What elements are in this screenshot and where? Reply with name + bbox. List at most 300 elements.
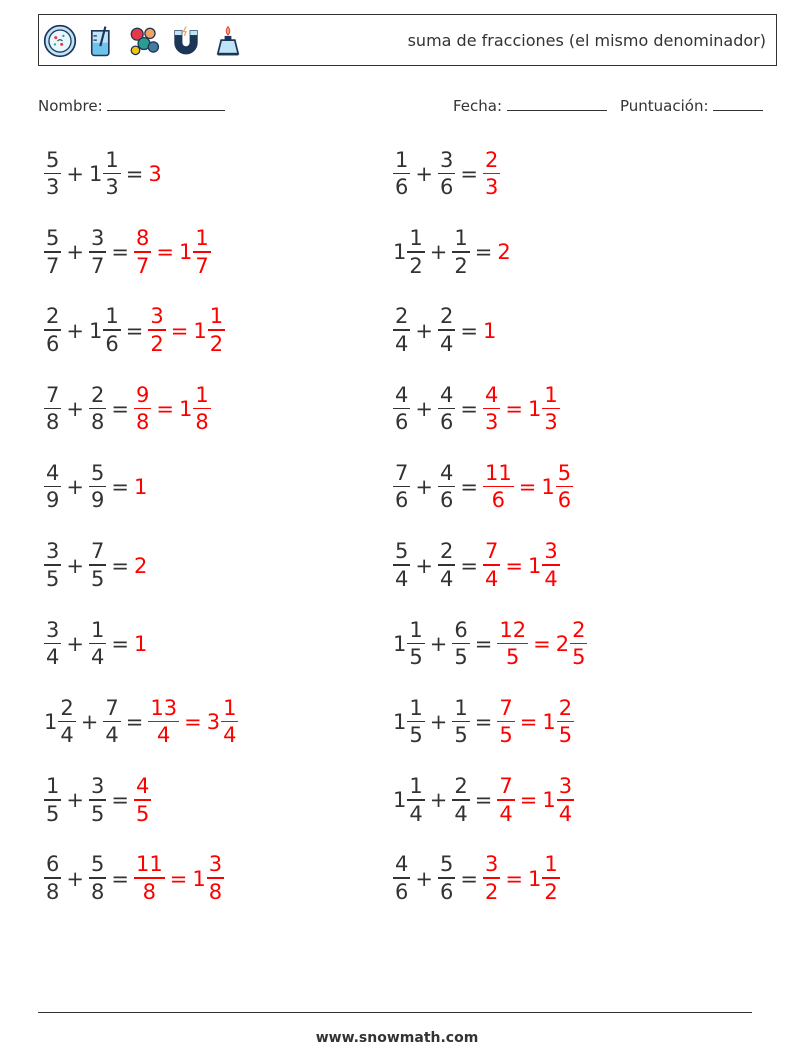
answer-term (179, 228, 211, 277)
whole-number: 2 (133, 553, 148, 578)
date-label: Fecha: (453, 97, 503, 115)
equals-sign: = (460, 475, 478, 500)
equals-sign: = (169, 866, 188, 891)
answer-term (555, 617, 588, 670)
denominator: 5 (409, 723, 423, 748)
fraction (89, 460, 106, 513)
fraction (44, 460, 61, 513)
denominator: 6 (439, 175, 454, 200)
denominator: 9 (46, 488, 60, 513)
denominator: 8 (90, 410, 105, 435)
numerator: 4 (395, 382, 409, 407)
whole-number: 2 (497, 240, 511, 265)
denominator: 4 (46, 645, 60, 670)
equals-sign: = (518, 475, 537, 500)
numerator: 1 (105, 304, 119, 329)
denominator: 8 (90, 879, 105, 904)
numerator: 1 (209, 304, 224, 329)
addend (44, 695, 76, 748)
answer-term (497, 695, 514, 748)
answer (497, 776, 574, 825)
numerator: 3 (90, 226, 105, 251)
addend (44, 617, 61, 670)
denominator: 5 (454, 645, 468, 670)
beaker-icon (85, 22, 119, 60)
equals-sign: = (460, 162, 478, 186)
fraction (193, 382, 210, 435)
answer-term (528, 854, 560, 903)
numerator: 1 (46, 774, 60, 799)
numerator: 1 (409, 617, 423, 642)
denominator: 4 (454, 801, 468, 826)
answer (134, 776, 151, 825)
fraction (89, 228, 106, 277)
denominator: 7 (135, 253, 150, 278)
numerator: 5 (557, 460, 572, 485)
addend (452, 228, 469, 277)
equals-sign: = (474, 788, 493, 813)
addend (89, 382, 106, 435)
denominator: 6 (395, 879, 409, 904)
answer-term (528, 541, 560, 590)
problem-item (393, 772, 574, 828)
denominator: 4 (439, 566, 454, 591)
answer-term (134, 632, 148, 656)
denominator: 5 (454, 723, 468, 748)
numerator: 1 (409, 774, 423, 799)
numerator: 4 (439, 382, 454, 407)
answer-term (483, 854, 500, 903)
fraction (438, 541, 455, 590)
plus-sign: + (66, 631, 84, 656)
equals-sign: = (156, 396, 174, 421)
fraction (542, 854, 559, 903)
denominator: 4 (223, 723, 237, 748)
answer-term (483, 541, 500, 590)
fraction (103, 306, 120, 355)
fraction (89, 541, 106, 590)
equals-sign: = (156, 240, 174, 265)
denominator: 8 (46, 410, 60, 435)
numerator: 1 (195, 382, 209, 407)
answer-term (497, 240, 511, 264)
answer (134, 632, 148, 656)
whole-number: 1 (482, 318, 497, 343)
numerator: 9 (135, 382, 150, 407)
answer-term (193, 306, 225, 355)
addend (438, 147, 455, 200)
equals-sign: = (474, 240, 493, 265)
fraction (393, 382, 410, 435)
numerator: 2 (395, 304, 409, 329)
fraction (452, 695, 469, 748)
equals-sign: = (184, 710, 202, 735)
plus-sign: + (66, 318, 84, 343)
plus-sign: + (66, 162, 84, 186)
problem-item (393, 381, 560, 437)
whole-number: 1 (44, 710, 58, 735)
numerator: 1 (454, 695, 468, 720)
denominator: 3 (46, 175, 60, 200)
addend (88, 147, 121, 200)
answer-term (497, 617, 528, 670)
numerator: 8 (135, 226, 150, 251)
numerator: 7 (484, 539, 499, 564)
denominator: 6 (395, 175, 409, 200)
numerator: 3 (90, 774, 105, 799)
numerator: 7 (395, 460, 409, 485)
answer-term (178, 382, 211, 435)
addend (89, 228, 106, 277)
fraction (89, 617, 106, 670)
denominator: 5 (499, 723, 513, 748)
fraction (497, 776, 514, 825)
numerator: 1 (105, 147, 119, 172)
addend (393, 776, 425, 825)
numerator: 5 (395, 539, 409, 564)
fraction (44, 306, 61, 355)
denominator: 8 (195, 410, 209, 435)
denominator: 3 (544, 410, 558, 435)
numerator: 7 (499, 695, 513, 720)
fraction (221, 695, 238, 748)
answer (134, 228, 211, 277)
whole-number: 1 (541, 475, 555, 500)
denominator: 6 (557, 488, 572, 513)
addend (393, 306, 410, 355)
icon-strip (43, 20, 245, 62)
fraction (148, 695, 179, 748)
numerator: 3 (558, 774, 573, 799)
equals-sign: = (474, 710, 493, 735)
answer-term (527, 382, 560, 435)
numerator: 3 (208, 852, 223, 877)
whole-number: 1 (88, 162, 103, 186)
problem-item (44, 538, 148, 594)
denominator: 6 (439, 488, 454, 513)
equals-sign: = (505, 396, 523, 421)
fraction (44, 147, 61, 200)
denominator: 4 (395, 331, 409, 356)
answer (483, 460, 573, 513)
equals-sign: = (111, 475, 129, 500)
problem-item (44, 224, 211, 280)
answer (483, 147, 500, 200)
problem-item (44, 772, 151, 828)
answer (497, 240, 511, 264)
numerator: 1 (223, 695, 237, 720)
fraction (483, 382, 500, 435)
denominator: 5 (90, 566, 105, 591)
equals-sign: = (125, 318, 144, 343)
plus-sign: + (66, 788, 84, 813)
problem-item (44, 459, 148, 515)
denominator: 5 (409, 645, 423, 670)
fraction (89, 854, 106, 903)
denominator: 5 (572, 645, 586, 670)
denominator: 5 (46, 801, 60, 826)
denominator: 4 (499, 801, 513, 826)
denominator: 6 (105, 331, 119, 356)
numerator: 5 (90, 852, 105, 877)
fraction (497, 695, 514, 748)
numerator: 1 (395, 147, 409, 172)
problem-item (393, 459, 573, 515)
problem-item (393, 851, 560, 907)
fraction (557, 695, 574, 748)
fraction (393, 854, 410, 903)
answer (483, 319, 497, 343)
answer (497, 617, 587, 670)
fraction (393, 460, 410, 513)
numerator: 5 (90, 460, 105, 485)
numerator: 1 (409, 226, 423, 251)
answer (148, 306, 225, 355)
fraction (542, 382, 559, 435)
fraction (393, 541, 410, 590)
answer (497, 695, 574, 748)
equals-sign: = (111, 631, 129, 656)
equals-sign: = (460, 866, 478, 891)
answer-term (134, 475, 148, 499)
equals-sign: = (505, 553, 523, 578)
answer-term (134, 228, 151, 277)
addend (89, 776, 106, 825)
numerator: 2 (484, 147, 499, 172)
fraction (89, 776, 106, 825)
addend (393, 228, 425, 277)
denominator: 5 (506, 645, 520, 670)
denominator: 3 (484, 410, 499, 435)
fraction (193, 228, 210, 277)
denominator: 6 (395, 410, 409, 435)
addend (44, 460, 61, 513)
plus-sign: + (429, 710, 448, 735)
problem-item (44, 381, 211, 437)
denominator: 6 (46, 331, 60, 356)
denominator: 2 (409, 253, 423, 278)
answer-term (483, 382, 500, 435)
numerator: 2 (90, 382, 105, 407)
petri-dish-icon (43, 22, 77, 60)
fraction (44, 854, 61, 903)
denominator: 4 (60, 723, 74, 748)
answer-term (148, 695, 179, 748)
numerator: 11 (484, 460, 512, 485)
whole-number: 1 (393, 710, 407, 735)
answer (134, 475, 148, 499)
numerator: 7 (46, 382, 60, 407)
addend (44, 147, 61, 200)
addend (44, 306, 61, 355)
fraction (134, 854, 165, 903)
equals-sign: = (533, 631, 551, 656)
problem-item (44, 616, 148, 672)
fraction (207, 854, 224, 903)
numerator: 2 (60, 695, 74, 720)
denominator: 8 (46, 879, 60, 904)
fraction (452, 228, 469, 277)
numerator: 3 (150, 304, 164, 329)
plus-sign: + (80, 710, 99, 735)
whole-number: 1 (393, 240, 407, 265)
date-field (453, 96, 607, 115)
problem-item (393, 616, 587, 672)
addend (393, 382, 410, 435)
fraction (44, 776, 61, 825)
footer-divider (38, 1012, 752, 1013)
numerator: 3 (544, 539, 558, 564)
problem-item (44, 146, 163, 202)
problem-item (44, 303, 225, 359)
date-blank (507, 96, 607, 111)
denominator: 4 (157, 723, 171, 748)
answer (134, 854, 224, 903)
numerator: 1 (544, 852, 558, 877)
fraction (134, 228, 151, 277)
answer (483, 541, 560, 590)
answer-term (483, 460, 514, 513)
numerator: 1 (544, 382, 558, 407)
whole-number: 1 (527, 396, 542, 421)
whole-number: 1 (393, 631, 407, 656)
numerator: 4 (135, 774, 150, 799)
equals-sign: = (111, 553, 129, 578)
answer (134, 382, 211, 435)
score-label: Puntuación: (620, 97, 709, 115)
equals-sign: = (460, 553, 478, 578)
numerator: 3 (439, 147, 454, 172)
whole-number: 1 (178, 396, 193, 421)
addend (89, 460, 106, 513)
answer-term (134, 854, 165, 903)
whole-number: 1 (527, 553, 542, 578)
addend (44, 228, 61, 277)
fraction (407, 617, 424, 670)
equals-sign: = (519, 710, 538, 735)
addend (103, 695, 120, 748)
fraction (407, 695, 424, 748)
addend (89, 617, 106, 670)
fraction (438, 460, 455, 513)
denominator: 5 (135, 801, 150, 826)
denominator: 8 (135, 410, 150, 435)
numerator: 4 (395, 852, 409, 877)
fraction (542, 541, 559, 590)
bunsen-burner-icon (211, 22, 245, 60)
whole-number: 1 (88, 318, 103, 343)
denominator: 2 (484, 879, 499, 904)
denominator: 2 (544, 879, 558, 904)
equals-sign: = (170, 318, 189, 343)
answer-term (192, 854, 224, 903)
denominator: 5 (90, 801, 105, 826)
fraction (58, 695, 75, 748)
addend (44, 854, 61, 903)
numerator: 2 (454, 774, 468, 799)
problem-item (393, 694, 574, 750)
worksheet-header (38, 14, 777, 66)
addend (393, 695, 425, 748)
denominator: 7 (46, 253, 60, 278)
fraction (452, 617, 469, 670)
denominator: 6 (439, 410, 454, 435)
fraction (134, 776, 151, 825)
plus-sign: + (66, 553, 84, 578)
addend (452, 695, 469, 748)
addend (89, 541, 106, 590)
denominator: 8 (208, 879, 223, 904)
plus-sign: + (66, 240, 84, 265)
numerator: 13 (150, 695, 178, 720)
answer-term (542, 695, 574, 748)
whole-number: 1 (527, 866, 542, 891)
denominator: 3 (105, 175, 119, 200)
denominator: 4 (484, 566, 499, 591)
fraction (103, 695, 120, 748)
numerator: 2 (439, 304, 454, 329)
equals-sign: = (111, 866, 129, 891)
fraction (44, 541, 61, 590)
plus-sign: + (429, 788, 448, 813)
addend (393, 460, 410, 513)
fraction (134, 382, 151, 435)
whole-number: 1 (542, 788, 556, 813)
numerator: 7 (499, 774, 513, 799)
equals-sign: = (111, 240, 129, 265)
fraction (44, 228, 61, 277)
answer-term (206, 695, 239, 748)
fraction (407, 776, 424, 825)
whole-number: 1 (178, 240, 193, 265)
denominator: 4 (409, 801, 423, 826)
answer (134, 554, 148, 578)
fraction (483, 541, 500, 590)
problem-item (393, 303, 497, 359)
fraction (44, 382, 61, 435)
numerator: 12 (499, 617, 527, 642)
plus-sign: + (415, 475, 433, 500)
plus-sign: + (415, 318, 433, 343)
fraction (497, 617, 528, 670)
whole-number: 1 (393, 788, 407, 813)
numerator: 4 (439, 460, 454, 485)
numerator: 11 (135, 852, 163, 877)
addend (393, 541, 410, 590)
denominator: 6 (395, 488, 409, 513)
answer-term (483, 147, 500, 200)
addend (393, 147, 410, 200)
addend (44, 541, 61, 590)
whole-number: 3 (206, 710, 221, 735)
denominator: 4 (90, 645, 105, 670)
numerator: 7 (90, 539, 105, 564)
denominator: 4 (105, 723, 119, 748)
fraction (103, 147, 120, 200)
plus-sign: + (415, 162, 433, 186)
fraction (208, 306, 225, 355)
numerator: 6 (454, 617, 468, 642)
numerator: 5 (46, 226, 60, 251)
denominator: 4 (395, 566, 409, 591)
numerator: 6 (46, 852, 60, 877)
fraction (407, 228, 424, 277)
denominator: 4 (544, 566, 558, 591)
numerator: 7 (105, 695, 119, 720)
equals-sign: = (125, 162, 144, 186)
problem-item (393, 146, 500, 202)
plus-sign: + (415, 866, 433, 891)
